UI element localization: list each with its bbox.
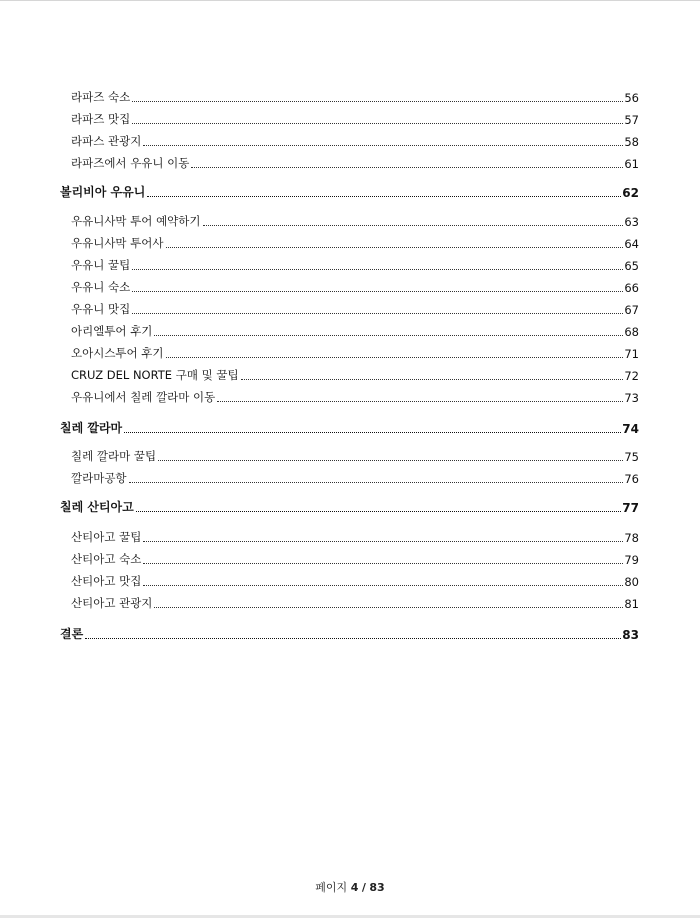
toc-entry-page-number: 75 [624, 450, 639, 464]
toc-section-entry[interactable] [60, 497, 639, 515]
toc-dot-leader [85, 638, 621, 639]
toc-dot-leader [143, 541, 623, 542]
page-footer [0, 879, 700, 895]
toc-entry-page-number: 83 [622, 628, 639, 642]
toc-entry-page-number: 56 [624, 91, 639, 105]
toc-subsection-entry[interactable] [71, 571, 639, 589]
toc-entry-page-number: 62 [622, 186, 639, 200]
toc-subsection-entry[interactable] [71, 549, 639, 567]
toc-entry-title: 결론 [60, 627, 84, 641]
footer-label: 페이지 [315, 881, 348, 894]
toc-dot-leader [143, 563, 623, 564]
toc-entry-page-number: 80 [624, 575, 639, 589]
toc-entry-page-number: 74 [622, 422, 639, 436]
toc-entry-title: 오아시스투어 후기 [71, 346, 164, 360]
toc-dot-leader [217, 401, 623, 402]
toc-entry-page-number: 58 [624, 135, 639, 149]
toc-entry-page-number: 64 [624, 237, 639, 251]
toc-entry-title: 우유니사막 투어 예약하기 [71, 214, 201, 228]
toc-dot-leader [147, 196, 621, 197]
toc-dot-leader [132, 269, 623, 270]
toc-entry-page-number: 73 [624, 391, 639, 405]
toc-subsection-entry[interactable] [71, 365, 639, 383]
toc-subsection-entry[interactable] [71, 321, 639, 339]
toc-dot-leader [132, 313, 623, 314]
toc-dot-leader [241, 379, 624, 380]
toc-entry-title: 라파즈 맛집 [71, 112, 131, 126]
toc-entry-page-number: 68 [624, 325, 639, 339]
toc-section-entry[interactable] [60, 182, 639, 200]
toc-entry-page-number: 66 [624, 281, 639, 295]
toc-dot-leader [154, 335, 623, 336]
toc-entry-title: 라파즈 숙소 [71, 90, 131, 104]
toc-subsection-entry[interactable] [71, 527, 639, 545]
toc-entry-page-number: 57 [624, 113, 639, 127]
toc-dot-leader [154, 607, 623, 608]
toc-entry-page-number: 65 [624, 259, 639, 273]
toc-subsection-entry[interactable] [71, 343, 639, 361]
toc-entry-title: 산티아고 숙소 [71, 552, 142, 566]
toc-entry-title: CRUZ DEL NORTE 구매 및 꿀팁 [71, 368, 239, 382]
toc-entry-page-number: 71 [624, 347, 639, 361]
toc-subsection-entry[interactable] [71, 87, 639, 105]
toc-subsection-entry[interactable] [71, 468, 639, 486]
toc-entry-page-number: 72 [624, 369, 639, 383]
toc-subsection-entry[interactable] [71, 387, 639, 405]
toc-dot-leader [203, 225, 624, 226]
toc-entry-title: 라파스 관광지 [71, 134, 142, 148]
footer-total-pages: 83 [369, 881, 385, 894]
footer-separator: / [361, 881, 366, 894]
footer-current-page: 4 [350, 881, 359, 894]
toc-subsection-entry[interactable] [71, 153, 639, 171]
toc-subsection-entry[interactable] [71, 109, 639, 127]
toc-subsection-entry[interactable] [71, 299, 639, 317]
toc-dot-leader [129, 482, 624, 483]
toc-subsection-entry[interactable] [71, 277, 639, 295]
toc-entry-title: 우유니 맛집 [71, 302, 131, 316]
toc-dot-leader [166, 247, 624, 248]
toc-subsection-entry[interactable] [71, 211, 639, 229]
toc-entry-title: 라파즈에서 우유니 이동 [71, 156, 190, 170]
toc-entry-title: 깔라마공항 [71, 471, 127, 485]
toc-dot-leader [166, 357, 624, 358]
toc-entry-title: 볼리비아 우유니 [60, 185, 146, 199]
toc-subsection-entry[interactable] [71, 233, 639, 251]
toc-entry-title: 우유니 숙소 [71, 280, 131, 294]
toc-entry-title: 아리엘투어 후기 [71, 324, 153, 338]
toc-dot-leader [143, 145, 623, 146]
toc-dot-leader [136, 511, 622, 512]
toc-entry-page-number: 79 [624, 553, 639, 567]
toc-entry-page-number: 61 [624, 157, 639, 171]
toc-entry-title: 산티아고 맛집 [71, 574, 142, 588]
toc-dot-leader [124, 432, 621, 433]
toc-subsection-entry[interactable] [71, 446, 639, 464]
toc-entry-title: 산티아고 관광지 [71, 596, 153, 610]
toc-entry-title: 칠레 깔라마 [60, 421, 123, 435]
toc-dot-leader [132, 123, 623, 124]
toc-subsection-entry[interactable] [71, 131, 639, 149]
toc-entry-title: 칠레 깔라마 꿀팁 [71, 449, 157, 463]
toc-entry-title: 우유니 꿀팁 [71, 258, 131, 272]
toc-section-entry[interactable] [60, 624, 639, 642]
toc-entry-title: 칠레 산티아고 [60, 500, 134, 514]
toc-dot-leader [143, 585, 623, 586]
toc-section-entry[interactable] [60, 418, 639, 436]
toc-entry-title: 산티아고 꿀팁 [71, 530, 142, 544]
toc-entry-page-number: 63 [624, 215, 639, 229]
toc-entry-title: 우유니사막 투어사 [71, 236, 164, 250]
toc-dot-leader [132, 291, 623, 292]
toc-entry-page-number: 67 [624, 303, 639, 317]
toc-subsection-entry[interactable] [71, 255, 639, 273]
toc-entry-page-number: 77 [622, 501, 639, 515]
toc-entry-page-number: 76 [624, 472, 639, 486]
toc-entry-page-number: 78 [624, 531, 639, 545]
toc-dot-leader [191, 167, 623, 168]
toc-entry-title: 우유니에서 칠레 깔라마 이동 [71, 390, 216, 404]
toc-subsection-entry[interactable] [71, 593, 639, 611]
toc-dot-leader [132, 101, 623, 102]
toc-dot-leader [158, 460, 623, 461]
toc-entry-page-number: 81 [624, 597, 639, 611]
